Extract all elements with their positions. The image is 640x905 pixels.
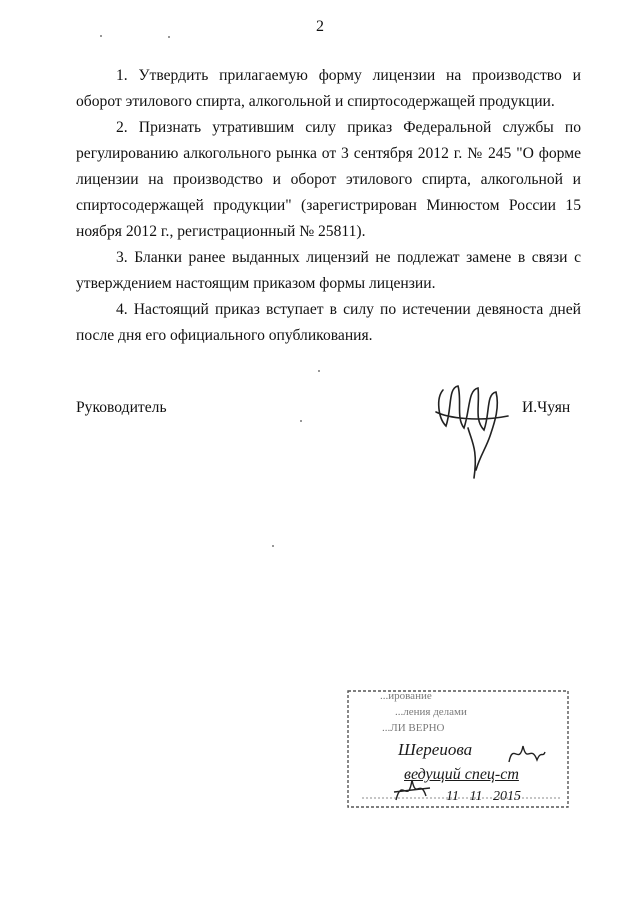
stamp-date-year: 2015	[492, 789, 521, 804]
stamp-line-2: ...ления делами	[395, 706, 467, 718]
stamp-handwritten-date	[446, 789, 521, 805]
stamp-signature-scribble	[505, 738, 547, 770]
scan-speck	[300, 420, 302, 422]
stamp-initials-scribble	[392, 770, 432, 810]
scan-speck	[168, 36, 170, 38]
page-number: 2	[316, 18, 324, 35]
paragraph-4: 4. Настоящий приказ вступает в силу по истечении девяноста дней после дня его официального опубликования.	[76, 301, 581, 344]
stamp-handwritten-name: Шереиова	[398, 740, 473, 759]
stamp-date-day: 11	[446, 789, 459, 804]
stamp-handwritten-note: ведущий спец-ст	[404, 766, 519, 783]
stamp-date-month: 11	[469, 789, 483, 804]
paragraph-1: 1. Утвердить прилагаемую форму лицензии на производство и оборот этилового спирта, алкогольной и спиртосодержащей продукции.	[76, 67, 581, 110]
signatory-role: Руководитель	[76, 399, 167, 416]
scan-speck	[272, 545, 274, 547]
paragraph-3: 3. Бланки ранее выданных лицензий не подлежат замене в связи с утверждением настоящим приказом формы лицензии.	[76, 249, 581, 292]
handwritten-signature	[428, 378, 518, 483]
stamp-line-1: ...ирование	[380, 690, 432, 702]
scan-speck	[318, 370, 320, 372]
paragraph-2: 2. Признать утратившим силу приказ Федеральной службы по регулированию алкогольного рынка от 3 сентября 2012 г. № 245 "О форме лицензии на производство и оборот этилового спирта, алкогольной и спиртосодержащей продукции" (зарегистрирован Минюстом России 15 ноября 2012 г., регистрационный № 25811).	[76, 119, 581, 240]
scan-speck	[100, 35, 102, 37]
signatory-name: И.Чуян	[522, 399, 571, 416]
stamp-line-3: ...ЛИ ВЕРНО	[382, 722, 445, 734]
